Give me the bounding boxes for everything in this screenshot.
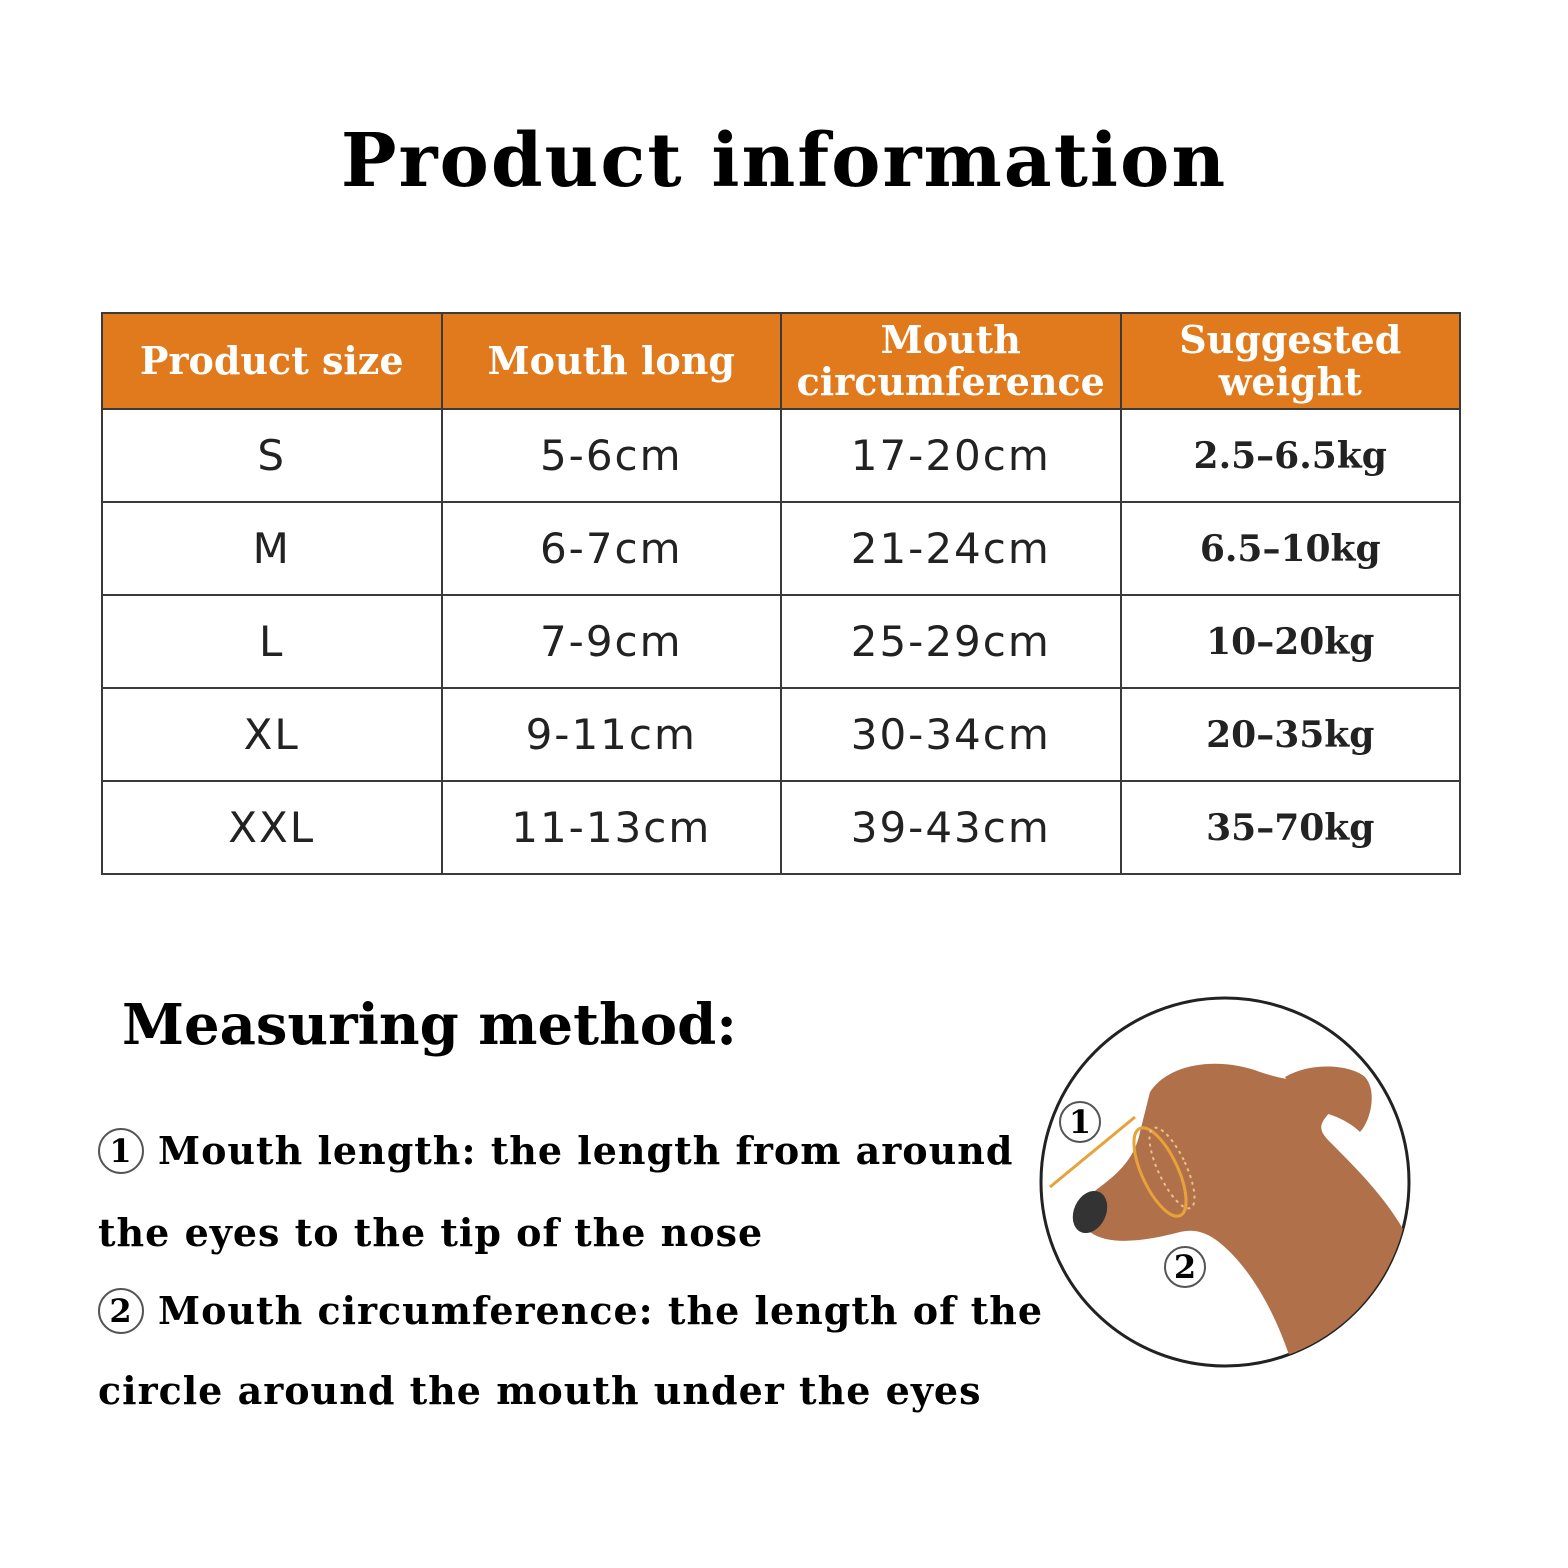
circumference-cell: 21-24cm	[781, 502, 1121, 595]
size-cell: M	[102, 502, 442, 595]
page-title: Product information	[340, 118, 1228, 204]
table-row	[102, 781, 1460, 874]
mouth-long-cell: 5-6cm	[442, 409, 782, 502]
step1-number-badge: 1	[98, 1128, 144, 1174]
weight-cell: 35–70kg	[1121, 781, 1461, 874]
mouth-long-cell: 7-9cm	[442, 595, 782, 688]
mouth-long-cell: 9-11cm	[442, 688, 782, 781]
size-cell: S	[102, 409, 442, 502]
size-cell: XL	[102, 688, 442, 781]
step1-text-line1: Mouth length: the length from around	[158, 1128, 1014, 1173]
weight-cell: 6.5–10kg	[1121, 502, 1461, 595]
step2-number-badge: 2	[98, 1288, 144, 1334]
circumference-cell: 30-34cm	[781, 688, 1121, 781]
header-suggested-weight: Suggested weight	[1121, 313, 1461, 409]
table-row	[102, 688, 1460, 781]
weight-cell: 20–35kg	[1121, 688, 1461, 781]
circumference-cell: 39-43cm	[781, 781, 1121, 874]
illustration-label-1: 1	[1068, 1103, 1092, 1141]
mouth-long-cell: 11-13cm	[442, 781, 782, 874]
dog-measuring-illustration	[1030, 992, 1420, 1377]
step2-text-line1: Mouth circumference: the length of the	[158, 1288, 1044, 1333]
table-row	[102, 595, 1460, 688]
illustration-label-2: 2	[1173, 1248, 1197, 1286]
size-table	[101, 312, 1461, 875]
mouth-long-cell: 6-7cm	[442, 502, 782, 595]
header-product-size: Product size	[102, 313, 442, 409]
step2-text-line2: circle around the mouth under the eyes	[98, 1368, 982, 1413]
step1-text-line2: the eyes to the tip of the nose	[98, 1210, 764, 1255]
weight-cell: 10–20kg	[1121, 595, 1461, 688]
measuring-heading: Measuring method:	[122, 992, 737, 1058]
size-cell: XXL	[102, 781, 442, 874]
circumference-cell: 17-20cm	[781, 409, 1121, 502]
table-header-row	[102, 313, 1460, 409]
circumference-cell: 25-29cm	[781, 595, 1121, 688]
weight-cell: 2.5–6.5kg	[1121, 409, 1461, 502]
step1-line1	[98, 1128, 1013, 1178]
size-cell: L	[102, 595, 442, 688]
table-row	[102, 502, 1460, 595]
step2-line1	[98, 1288, 1043, 1338]
header-mouth-long: Mouth long	[442, 313, 782, 409]
table-row	[102, 409, 1460, 502]
header-mouth-circumference: Mouth circumference	[781, 313, 1121, 409]
